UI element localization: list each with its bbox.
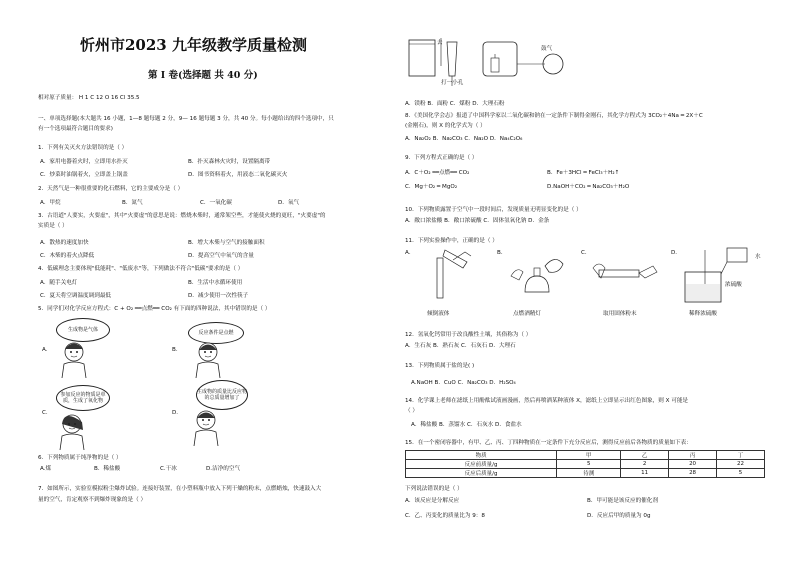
instructions-line1: 一、单项选择题(本大题共 16 小题，1—8 题每题 2 分，9— 16 题每题 3 分，共 40 分。每小题给出的四个选项中，只 xyxy=(38,116,334,122)
q15-table xyxy=(405,450,765,478)
q2-option-d: D．氧气 xyxy=(278,200,300,206)
q11-caption-b: 点燃酒精灯 xyxy=(513,311,541,317)
q7-line1: 7．如图所示，实验室模拟粉尘爆炸试验。连接好装置，在小塑料瓶中放入下列干燥的粉末，点燃蜡烛，快速鼓入大 xyxy=(38,486,322,492)
q15-header-cell: 丁 xyxy=(717,451,765,460)
q14-options: A．稀盐酸 B．蒸馏水 C．石灰水 D．食盐水 xyxy=(411,422,522,428)
solid-powder-figure xyxy=(589,252,661,302)
q15-cell: 28 xyxy=(669,469,717,478)
q2-stem: 2．天然气是一种很重要的化石燃料，它的主要成分是（ ） xyxy=(38,186,184,192)
q11-caption-d: 稀释浓硫酸 xyxy=(689,311,717,317)
acid-label: 浓硫酸 xyxy=(725,282,742,288)
q6-option-d: D.洁净的空气 xyxy=(206,466,241,472)
q15-cell: 22 xyxy=(717,460,765,469)
q15-cell: 20 xyxy=(669,460,717,469)
student-d-figure xyxy=(186,406,226,446)
q11-caption-c: 取用固体粉末 xyxy=(603,311,637,317)
q7-line2: 量的空气，肯定观察不到爆炸现象的是（ ） xyxy=(38,497,147,503)
q14-line1: 14．化学课上老师在滤纸上用酚酞试液画漫画，然后再喷洒某种液体 X，滤纸上立即显示出红色图象，则 X 可能是 xyxy=(405,398,689,404)
q11-label-d: D． xyxy=(671,250,681,256)
section-title: 第 I 卷(选择题 共 40 分) xyxy=(148,70,258,81)
q6-option-a: A.煤 xyxy=(40,466,52,472)
q15-header-cell: 物质 xyxy=(406,451,557,460)
q3-option-b: B．增大木柴与空气的接触面积 xyxy=(188,240,265,246)
q15-header-row xyxy=(406,451,765,460)
right-column xyxy=(397,0,794,562)
q15-option-a: A．该反应是分解反应 xyxy=(405,498,460,504)
q15-cell: 待测 xyxy=(557,469,621,478)
q4-option-a: A．随手关电灯 xyxy=(40,280,78,286)
q4-option-c: C．夏天将空调温度调到最低 xyxy=(40,293,112,299)
q9-option-a: A．C＋O₂ ══点燃══ CO₂ xyxy=(405,170,470,176)
q9-option-b: B．Fe＋3HCl ═ FeCl₃＋H₂↑ xyxy=(547,170,620,176)
label-lid: 去 xyxy=(437,40,443,46)
q15-stem: 15．在一个密闭容器中，有甲、乙、丙、丁四种物质在一定条件下充分反应后，测得反应前后各物质的质量如下表： xyxy=(405,440,692,446)
q8-line1: 8．《美国化学会志》报道了中国科学家以二氧化碳和钠在一定条件下制得金刚石，其化学方程式为 3CO₂＋4Na ═ 2X＋C xyxy=(405,113,703,119)
q15-option-c: C．乙、丙变化的质量比为 9：8 xyxy=(405,513,485,519)
q1-stem: 1．下列有关灭火方法错误的是（ ） xyxy=(38,145,128,151)
q15-header-cell: 乙 xyxy=(621,451,669,460)
pour-liquid-figure xyxy=(419,248,479,304)
dilute-acid-figure xyxy=(677,244,777,306)
q7-options: A．镁粉 B．面粉 C．煤粉 D．大理石粉 xyxy=(405,101,505,107)
q11-label-a: A． xyxy=(405,250,415,256)
q1-option-a: A．家用电器着火时，立即用水扑灭 xyxy=(40,159,128,165)
q12-stem: 12．氢氧化钙常用于改良酸性土壤，其俗称为（ ） xyxy=(405,332,532,338)
q15-cell: 反应后质量/g xyxy=(406,469,557,478)
q8-line2: (金刚石)，则 X 的化学式为（ ） xyxy=(405,123,486,129)
q6-option-b: B．稀盐酸 xyxy=(94,466,121,472)
q5-label-d: D. xyxy=(172,410,179,416)
q15-row-after xyxy=(406,469,765,478)
q5-label-b: B. xyxy=(172,347,178,353)
q3-option-c: C．木柴的着火点降低 xyxy=(40,253,95,259)
q5-bubble-d-text: 生成物的质量比反应物的总质量增加了 xyxy=(197,389,248,401)
q2-option-b: B．氮气 xyxy=(122,200,143,206)
q10-options: A．敞口浓盐酸 B．敞口浓硫酸 C．固体氢氧化钠 D．金条 xyxy=(405,218,550,224)
q15-row-before xyxy=(406,460,765,469)
q9-option-c: C．Mg＋O₂ ═ MgO₂ xyxy=(405,184,458,190)
q3-option-d: D．提高空气中氧气的含量 xyxy=(188,253,254,259)
q15-cell: 5 xyxy=(717,469,765,478)
q11-label-b: B． xyxy=(497,250,507,256)
q5-bubble-a-text: 生成物是气体 xyxy=(67,327,98,333)
q6-option-c: C.干冰 xyxy=(160,466,177,472)
q1-option-d: D．图书资料着火，用液态二氧化碳灭火 xyxy=(188,172,288,178)
student-a-figure xyxy=(54,338,94,378)
q15-option-b: B．甲可能是该反应的催化剂 xyxy=(587,498,658,504)
instructions-line2: 有一个选项最符合题目的要求) xyxy=(38,126,113,132)
q15-header-cell: 丙 xyxy=(669,451,717,460)
q13-stem: 13．下列物质属于盐的是( ) xyxy=(405,363,475,369)
q15-cell: 5 xyxy=(557,460,621,469)
exam-title: 忻州市2023 九年级教学质量检测 xyxy=(80,36,307,54)
q10-stem: 10．下列物质露置于空气中一段时间后，发现质量无明显变化的是（ ） xyxy=(405,207,582,213)
alcohol-lamp-figure xyxy=(505,246,575,304)
q5-stem: 5．同学们对化学反应方程式：C + O₂ ══点燃══ CO₂ 有下面的四种说法，其中错误的是（ ） xyxy=(38,306,271,312)
q14-line2: （ ） xyxy=(405,408,418,414)
q11-stem: 11．下列实验操作中，正确的是（ ） xyxy=(405,238,498,244)
q4-stem: 4．低碳理念主要体现"低能耗"、"低废水"等，下列做法不符合"低碳"要求的是（ ） xyxy=(38,266,244,272)
q15-option-d: D．反应后甲的质量为 0g xyxy=(587,513,651,519)
q2-option-c: C．一氧化碳 xyxy=(200,200,232,206)
q1-option-b: B．扑灭森林火灾时，设置隔离带 xyxy=(188,159,271,165)
q9-option-d: D.NaOH＋CO₂ ═ Na₂CO₃＋H₂O xyxy=(547,184,630,190)
q5-label-c: C. xyxy=(42,410,48,416)
q8-options: A．Na₂O₂ B．Na₂CO₃ C．Na₂O D．Na₄C₂O₆ xyxy=(405,136,523,142)
q2-option-a: A．甲烷 xyxy=(40,200,61,206)
q5-label-a: A. xyxy=(42,347,48,353)
q15-cell: 2 xyxy=(621,460,669,469)
q12-options: A．生石灰 B．熟石灰 C．石灰石 D．大理石 xyxy=(405,343,516,349)
q4-option-b: B．生活中水循环使用 xyxy=(188,280,243,286)
q6-stem: 6．下列物质属于纯净物的是（ ） xyxy=(38,455,122,461)
q11-label-c: C． xyxy=(581,250,591,256)
q15-header-cell: 甲 xyxy=(557,451,621,460)
q11-caption-a: 倾倒液体 xyxy=(427,311,450,317)
q4-option-d: D．减少使用一次性筷子 xyxy=(188,293,249,299)
student-b-figure xyxy=(188,338,228,378)
q3-option-a: A．散热的速度加快 xyxy=(40,240,89,246)
q15-cell: 反应前质量/g xyxy=(406,460,557,469)
label-hole: 打一小孔 xyxy=(441,80,464,86)
q9-stem: 9．下列方程式正确的是（ ） xyxy=(405,155,478,161)
q13-options: A.NaOH B．CuO C．Na₂CO₃ D．H₂SO₄ xyxy=(411,380,516,386)
atomic-masses: 相对原子质量： H 1 C 12 O 16 Cl 35.5 xyxy=(38,95,140,101)
student-c-figure xyxy=(52,410,92,450)
label-air: 鼓气 xyxy=(541,46,553,52)
dust-explosion-apparatus xyxy=(405,36,575,90)
q5-bubble-b-text: 反应条件是点燃 xyxy=(198,330,234,336)
q15-cell: 11 xyxy=(621,469,669,478)
q5-bubble-c xyxy=(56,385,110,411)
q15-question: 下列说法错误的是（ ） xyxy=(405,486,463,492)
water-label: 水 xyxy=(755,254,761,260)
q3-stem2: 实质是（ ） xyxy=(38,223,68,229)
q3-stem: 3．古语道"人要实，火要虚"，其中"火要虚"的意思是说：燃烧木柴时，通常架空些，才能使火烧的更旺，"火要虚"的 xyxy=(38,213,326,219)
q5-bubble-c-text: 参加反应的物质是单质，生成了氧化物 xyxy=(60,392,106,404)
q1-option-c: C．炒菜时油锅着火，立即盖上锅盖 xyxy=(40,172,128,178)
